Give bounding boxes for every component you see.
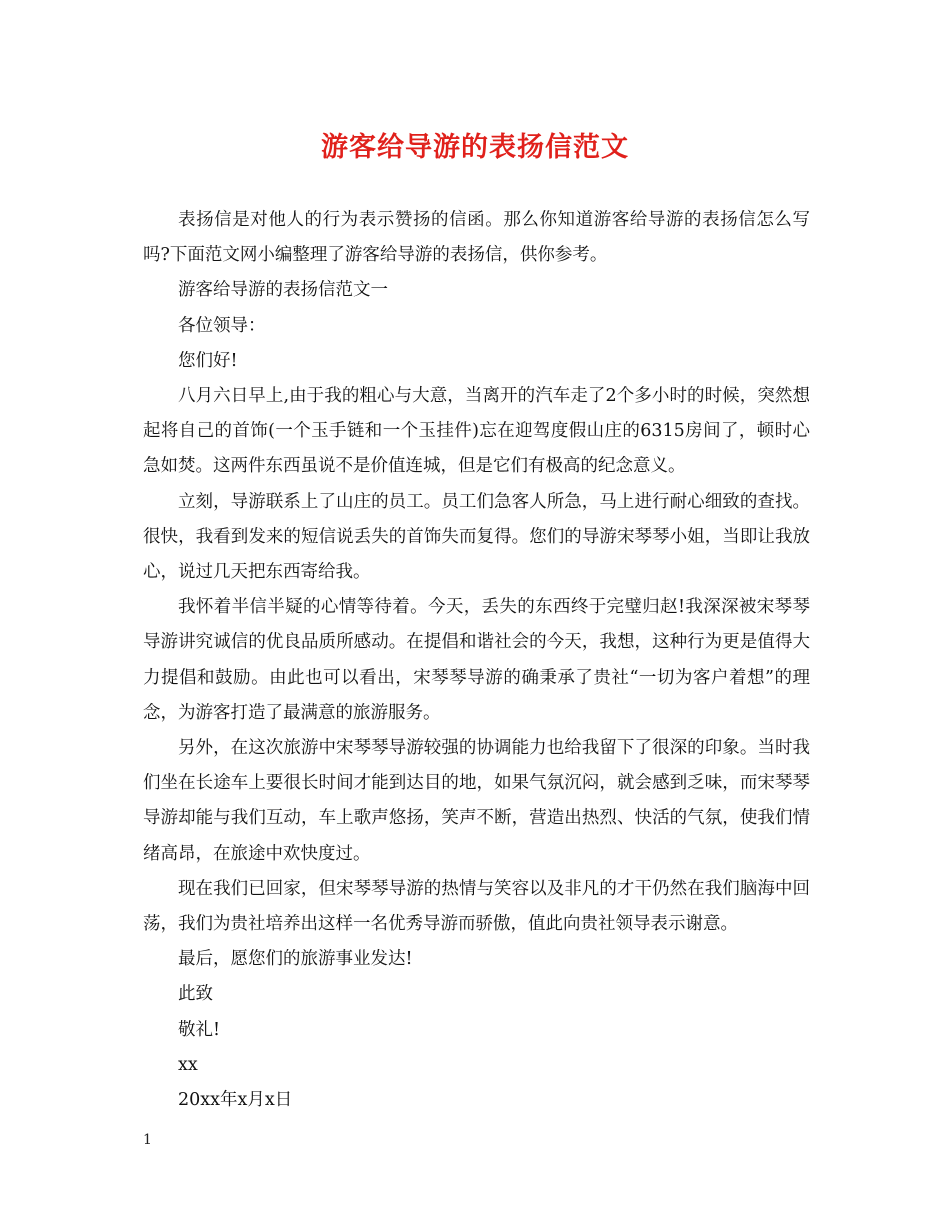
salutation: 各位领导： — [178, 315, 266, 336]
greeting: 您们好! — [178, 350, 238, 371]
closing-wish: 最后，愿您们的旅游事业发达! — [178, 949, 413, 970]
paragraph: 另外，在这次旅游中宋琴琴导游较强的协调能力也给我留下了很深的印象。当时我们坐在长途车上要很长时间才能到达目的地，如果气氛沉闷，就会感到乏味，而宋琴琴导游却能与我们互动，车上歌声悠扬，笑声不断，营造出热烈、快活的气氛，使我们情绪高昂，在旅途中欢快度过。 — [143, 738, 810, 864]
document-body — [143, 203, 810, 1118]
paragraph: 我怀着半信半疑的心情等待着。今天，丢失的东西终于完璧归赵!我深深被宋琴琴导游讲究诚信的优良品质所感动。在提倡和谐社会的今天，我想，这种行为更是值得大力提倡和鼓励。由此也可以看出，宋琴琴导游的确秉承了贵社“一切为客户着想”的理念，为游客打造了最满意的旅游服务。 — [143, 597, 810, 723]
section-heading: 游客给导游的表扬信范文一 — [178, 280, 388, 301]
closing-jingli: 敬礼! — [178, 1019, 221, 1040]
closing-cizhi: 此致 — [178, 984, 213, 1005]
page-number: 1 — [143, 1132, 152, 1148]
paragraph: 现在我们已回家，但宋琴琴导游的热情与笑容以及非凡的才干仍然在我们脑海中回荡，我们为贵社培养出这样一名优秀导游而骄傲，值此向贵社领导表示谢意。 — [143, 878, 810, 935]
page-title: 游客给导游的表扬信范文 — [321, 132, 629, 163]
paragraph: 立刻，导游联系上了山庄的员工。员工们急客人所急，马上进行耐心细致的查找。很快，我看到发来的短信说丢失的首饰失而复得。您们的导游宋琴琴小姐，当即让我放心，说过几天把东西寄给我。 — [143, 491, 810, 583]
signature: xx — [178, 1054, 198, 1075]
date: 20xx年x月x日 — [178, 1090, 293, 1111]
paragraph: 八月六日早上,由于我的粗心与大意，当离开的汽车走了2个多小时的时候，突然想起将自己的首饰(一个玉手链和一个玉挂件)忘在迎驾度假山庄的6315房间了，顿时心急如焚。这两件东西虽说不是价值连城，但是它们有极高的纪念意义。 — [143, 386, 810, 477]
paragraph-intro: 表扬信是对他人的行为表示赞扬的信函。那么你知道游客给导游的表扬信怎么写吗?下面范文网小编整理了游客给导游的表扬信，供你参考。 — [143, 210, 810, 266]
